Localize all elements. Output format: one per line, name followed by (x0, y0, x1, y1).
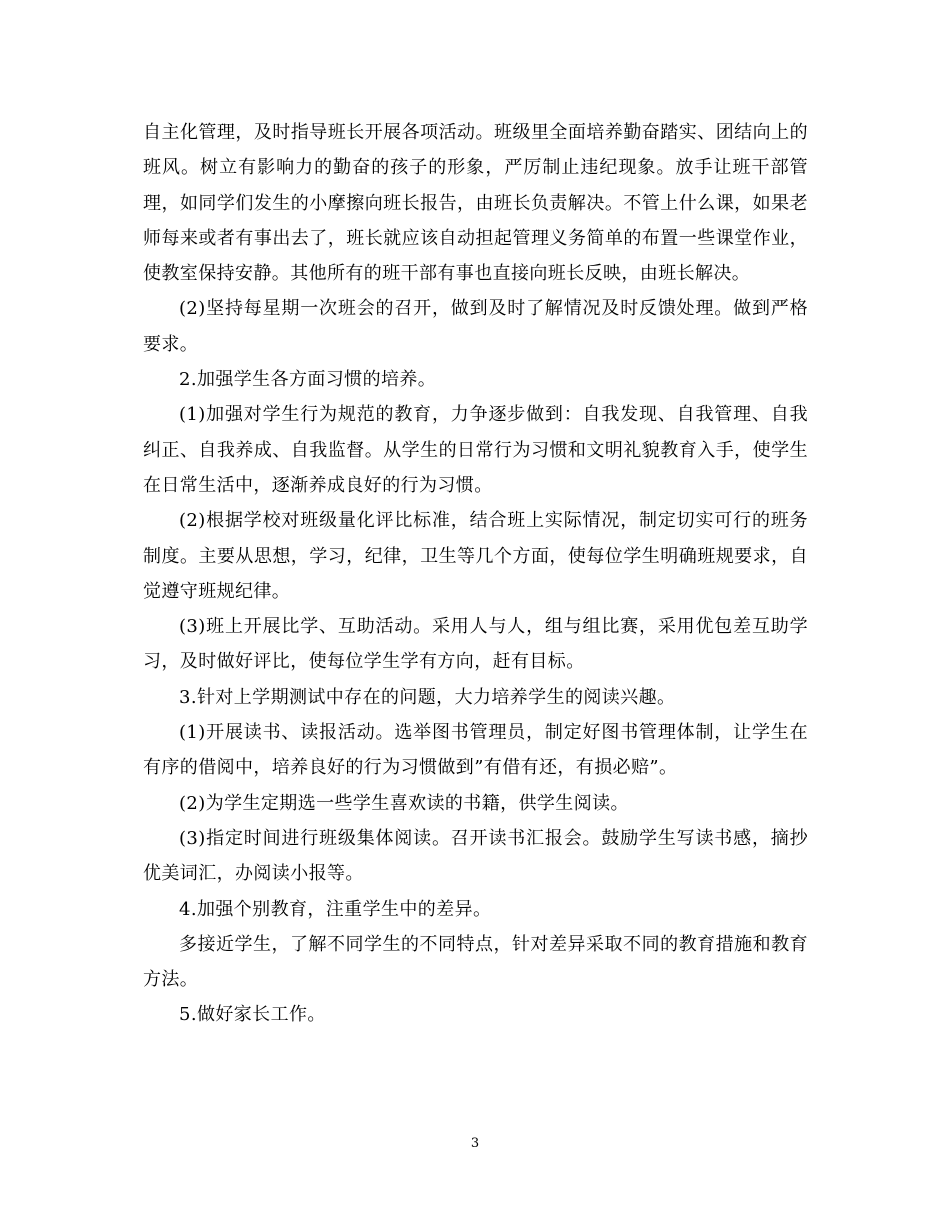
paragraph: (1)开展读书、读报活动。选举图书管理员，制定好图书管理体制，让学生在有序的借阅中，培养良好的行为习惯做到”有借有还，有损必赔”。 (143, 722, 808, 779)
paragraph: 多接近学生，了解不同学生的不同特点，针对差异采取不同的教育措施和教育方法。 (143, 933, 808, 991)
section-heading: 3.针对上学期测试中存在的问题，大力培养学生的阅读兴趣。 (179, 686, 676, 708)
paragraph: 自主化管理，及时指导班长开展各项活动。班级里全面培养勤奋踏实、团结向上的班风。树立有影响力的勤奋的孩子的形象，严厉制止违纪现象。放手让班干部管理，如同学们发生的小摩擦向班长报告，由班长负责解决。不管上什么课，如果老师每来或者有事出去了，班长就应该自动担起管理义务简单的布置一些课堂作业，使教室保持安静。其他所有的班干部有事也直接向班长反映，由班长解决。 (143, 122, 808, 285)
paragraph: (3)指定时间进行班级集体阅读。召开读书汇报会。鼓励学生写读书感，摘抄优美词汇，办阅读小报等。 (143, 827, 808, 885)
paragraph: (2)为学生定期选一些学生喜欢读的书籍，供学生阅读。 (179, 792, 629, 814)
page-number: 3 (470, 1136, 480, 1151)
body-text (143, 115, 808, 1033)
paragraph: (2)坚持每星期一次班会的召开，做到及时了解情况及时反馈处理。做到严格要求。 (143, 298, 808, 355)
paragraph: (3)班上开展比学、互助活动。采用人与人，组与组比赛，采用优包差互助学习，及时做好评比，使每位学生学有方向，赶有目标。 (143, 616, 808, 673)
paragraph: (2)根据学校对班级量化评比标准，结合班上实际情况，制定切实可行的班务制度。主要从思想，学习，纪律，卫生等几个方面，使每位学生明确班规要求，自觉遵守班规纪律。 (143, 510, 808, 602)
section-heading: 4.加强个别教育，注重学生中的差异。 (179, 898, 492, 920)
paragraph: (1)加强对学生行为规范的教育，力争逐步做到：自我发现、自我管理、自我纠正、自我养成、自我监督。从学生的日常行为习惯和文明礼貌教育入手，使学生在日常生活中，逐渐养成良好的行为习惯。 (143, 404, 808, 496)
section-heading: 5.做好家长工作。 (179, 1004, 326, 1026)
section-heading: 2.加强学生各方面习惯的培养。 (179, 369, 437, 391)
